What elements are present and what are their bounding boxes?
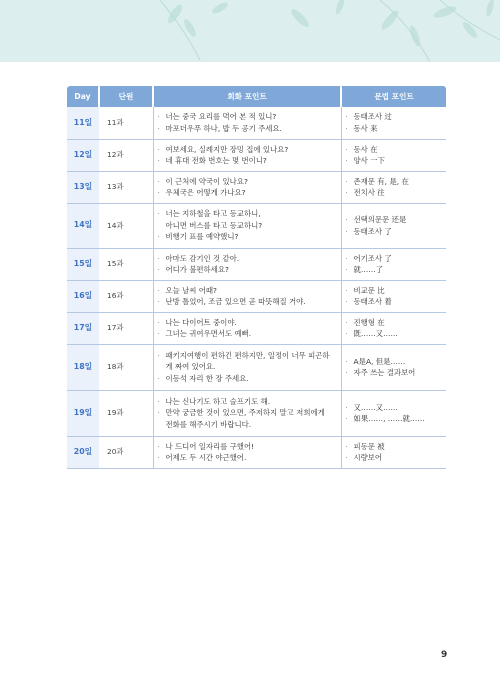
bullet-icon: ·: [345, 156, 348, 165]
conversation-text-cont: 전화를 해주시기 바랍니다.: [165, 419, 252, 429]
conversation-text: 이 근처에 약국이 있나요?: [165, 176, 248, 186]
bullet-icon: ·: [157, 123, 160, 133]
grammar-text: 동태조사 了: [353, 226, 392, 236]
grammar-line: [346, 226, 447, 237]
bullet-icon: ·: [157, 209, 160, 219]
grammar-line: [346, 296, 447, 307]
conversation-cell: [153, 139, 341, 171]
unit-cell: 17과: [99, 312, 153, 344]
bullet-icon: ·: [345, 188, 348, 197]
conversation-line: [158, 176, 341, 187]
day-cell: 18일: [67, 344, 99, 390]
bullet-icon: ·: [345, 297, 348, 306]
conversation-text: 이등석 자리 한 장 주세요.: [165, 373, 249, 383]
page-number: 9: [441, 650, 448, 660]
day-cell: 13일: [67, 171, 99, 203]
table-row: [67, 390, 446, 436]
bullet-icon: ·: [157, 176, 160, 186]
grammar-line: [346, 111, 447, 122]
bullet-icon: ·: [345, 285, 348, 295]
conversation-text: 난방 틀었어, 조금 있으면 곧 따뜻해질 거야.: [165, 297, 306, 306]
conversation-line: [158, 317, 341, 328]
grammar-text: 양사 一下: [353, 156, 385, 165]
grammar-line: [346, 441, 447, 452]
conversation-cell: [153, 171, 341, 203]
bullet-icon: ·: [157, 350, 160, 360]
grammar-text: 又……又……: [353, 402, 398, 412]
bullet-icon: ·: [345, 356, 348, 366]
conversation-line: [158, 220, 341, 231]
grammar-text: 就……了: [353, 265, 384, 274]
conversation-text: 어디가 불편하세요?: [165, 265, 229, 274]
conversation-text: 어제도 두 시간 야근했어.: [165, 453, 247, 462]
conversation-text: 오늘 날씨 어때?: [165, 285, 217, 295]
conversation-text: 마포더우푸 하나, 밥 두 공기 주세요.: [165, 123, 282, 133]
grammar-line: [346, 413, 447, 424]
conversation-text: 아마도 감기인 것 같아.: [165, 253, 240, 263]
conversation-line: [158, 144, 341, 155]
bullet-icon: ·: [157, 253, 160, 263]
bullet-icon: ·: [345, 453, 348, 462]
leaf-decoration-icon: [0, 0, 500, 62]
grammar-line: [346, 144, 447, 155]
conversation-cell: [153, 436, 341, 468]
grammar-cell: [341, 248, 446, 280]
bullet-icon: ·: [345, 123, 348, 133]
conversation-line: [158, 231, 341, 242]
conversation-line: [158, 187, 341, 198]
conversation-text: 비행기 표를 예약했니?: [165, 232, 239, 242]
table-row: [67, 248, 446, 280]
unit-cell: 15과: [99, 248, 153, 280]
grammar-cell: [341, 171, 446, 203]
grammar-cell: [341, 280, 446, 312]
conversation-line: [158, 373, 341, 384]
day-cell: 19일: [67, 390, 99, 436]
bullet-icon: ·: [345, 176, 348, 186]
bullet-icon: ·: [345, 144, 348, 154]
table-row: [67, 107, 446, 139]
header-banner: [0, 0, 500, 62]
bullet-icon: ·: [345, 226, 348, 236]
grammar-cell: [341, 203, 446, 248]
grammar-text: 피동문 被: [353, 441, 385, 451]
conversation-text: 너는 중국 요리를 먹어 본 적 있니?: [165, 112, 277, 122]
col-header-day: Day: [67, 86, 99, 107]
unit-cell: 20과: [99, 436, 153, 468]
conversation-line: [158, 350, 341, 361]
grammar-text: 如果……, ……就……: [353, 414, 425, 423]
conversation-text: 여보세요, 실례지만 장밍 집에 있나요?: [165, 144, 289, 154]
day-cell: 20일: [67, 436, 99, 468]
unit-cell: 12과: [99, 139, 153, 171]
grammar-line: [346, 176, 447, 187]
bullet-icon: ·: [157, 317, 160, 327]
grammar-cell: [341, 436, 446, 468]
grammar-line: [346, 285, 447, 296]
bullet-icon: ·: [157, 453, 160, 462]
study-schedule-table: [67, 86, 446, 469]
conversation-cell: [153, 312, 341, 344]
day-cell: 17일: [67, 312, 99, 344]
grammar-line: [346, 356, 447, 367]
grammar-text: A是A, 但是……: [353, 356, 406, 366]
conversation-text: 우체국은 어떻게 가나요?: [165, 188, 246, 197]
bullet-icon: ·: [157, 156, 160, 165]
bullet-icon: ·: [345, 368, 348, 377]
grammar-text: 비교문 比: [353, 285, 385, 295]
conversation-line: [158, 264, 341, 275]
grammar-text: 존재문 有, 是, 在: [353, 176, 409, 186]
grammar-line: [346, 452, 447, 463]
table-row: [67, 344, 446, 390]
grammar-text: 동태조사 着: [353, 297, 392, 306]
grammar-line: [346, 317, 447, 328]
bullet-icon: ·: [157, 297, 160, 306]
table-row: [67, 436, 446, 468]
unit-cell: 14과: [99, 203, 153, 248]
bullet-icon: ·: [345, 441, 348, 451]
bullet-icon: ·: [157, 329, 160, 338]
table-header-row: [67, 86, 446, 107]
conversation-cell: [153, 280, 341, 312]
conversation-line: [158, 396, 341, 407]
grammar-cell: [341, 139, 446, 171]
grammar-line: [346, 214, 447, 225]
bullet-icon: ·: [157, 232, 160, 242]
grammar-text: 전치사 往: [353, 188, 385, 197]
bullet-icon: ·: [345, 253, 348, 263]
bullet-icon: ·: [345, 317, 348, 327]
table-row: [67, 171, 446, 203]
unit-cell: 16과: [99, 280, 153, 312]
day-cell: 14일: [67, 203, 99, 248]
bullet-icon: ·: [157, 265, 160, 274]
conversation-line: [158, 208, 341, 219]
bullet-icon: ·: [345, 112, 348, 122]
grammar-line: [346, 264, 447, 275]
table-row: [67, 280, 446, 312]
day-cell: 12일: [67, 139, 99, 171]
col-header-conversation: 회화 포인트: [153, 86, 341, 107]
grammar-text: 既……又……: [353, 329, 398, 338]
conversation-text: 만약 궁금한 것이 있으면, 주저하지 말고 저희에게: [165, 408, 325, 418]
grammar-cell: [341, 107, 446, 139]
grammar-text: 어기조사 了: [353, 253, 392, 263]
unit-cell: 11과: [99, 107, 153, 139]
grammar-text: 동사 在: [353, 144, 378, 154]
unit-cell: 13과: [99, 171, 153, 203]
conversation-line: [158, 441, 341, 452]
conversation-text: 그녀는 귀여우면서도 예뻐.: [165, 329, 252, 338]
conversation-cell: [153, 107, 341, 139]
grammar-text: 동태조사 过: [353, 112, 392, 122]
grammar-cell: [341, 390, 446, 436]
grammar-text: 자주 쓰는 결과보어: [353, 368, 416, 377]
grammar-line: [346, 328, 447, 339]
conversation-line: [158, 328, 341, 339]
col-header-grammar: 문법 포인트: [341, 86, 446, 107]
conversation-text: 나는 신나기도 하고 슬프기도 해.: [165, 396, 271, 406]
grammar-cell: [341, 344, 446, 390]
conversation-line: [158, 296, 341, 307]
day-cell: 11일: [67, 107, 99, 139]
bullet-icon: ·: [345, 414, 348, 423]
conversation-text: 패키지여행이 편하긴 편하지만, 일정이 너무 피곤하: [165, 350, 330, 360]
bullet-icon: ·: [345, 329, 348, 338]
grammar-line: [346, 187, 447, 198]
day-cell: 15일: [67, 248, 99, 280]
conversation-text-cont: 게 짜여 있어요.: [165, 362, 216, 372]
grammar-line: [346, 253, 447, 264]
conversation-cell: [153, 203, 341, 248]
conversation-text: 네 휴대 전화 번호는 몇 번이니?: [165, 156, 267, 165]
bullet-icon: ·: [345, 215, 348, 225]
conversation-line: [158, 419, 341, 430]
conversation-cell: [153, 248, 341, 280]
grammar-line: [346, 367, 447, 378]
conversation-line: [158, 452, 341, 463]
conversation-text: 너는 지하철을 타고 등교하니,: [165, 209, 261, 219]
conversation-text-cont: 아니면 버스를 타고 등교하니?: [165, 220, 263, 230]
bullet-icon: ·: [157, 285, 160, 295]
conversation-line: [158, 155, 341, 166]
bullet-icon: ·: [157, 441, 160, 451]
bullet-icon: ·: [345, 265, 348, 274]
grammar-text: 선택의문문 还是: [353, 215, 407, 225]
grammar-text: 시량보어: [353, 453, 383, 462]
day-cell: 16일: [67, 280, 99, 312]
col-header-unit: 단원: [99, 86, 153, 107]
table-row: [67, 203, 446, 248]
conversation-line: [158, 361, 341, 372]
conversation-cell: [153, 390, 341, 436]
grammar-text: 진행형 在: [353, 317, 385, 327]
bullet-icon: ·: [157, 373, 160, 383]
grammar-line: [346, 155, 447, 166]
conversation-text: 나 드디어 일자리를 구했어!: [165, 441, 255, 451]
grammar-cell: [341, 312, 446, 344]
bullet-icon: ·: [157, 112, 160, 122]
grammar-line: [346, 123, 447, 134]
bullet-icon: ·: [345, 402, 348, 412]
conversation-line: [158, 285, 341, 296]
conversation-line: [158, 407, 341, 418]
conversation-text: 나는 다이어트 중이야.: [165, 317, 237, 327]
conversation-cell: [153, 344, 341, 390]
unit-cell: 19과: [99, 390, 153, 436]
bullet-icon: ·: [157, 144, 160, 154]
table-row: [67, 312, 446, 344]
grammar-text: 동사 来: [353, 123, 378, 133]
grammar-line: [346, 402, 447, 413]
unit-cell: 18과: [99, 344, 153, 390]
bullet-icon: ·: [157, 396, 160, 406]
bullet-icon: ·: [157, 408, 160, 418]
conversation-line: [158, 111, 341, 122]
table-row: [67, 139, 446, 171]
bullet-icon: ·: [157, 188, 160, 197]
conversation-line: [158, 123, 341, 134]
conversation-line: [158, 253, 341, 264]
